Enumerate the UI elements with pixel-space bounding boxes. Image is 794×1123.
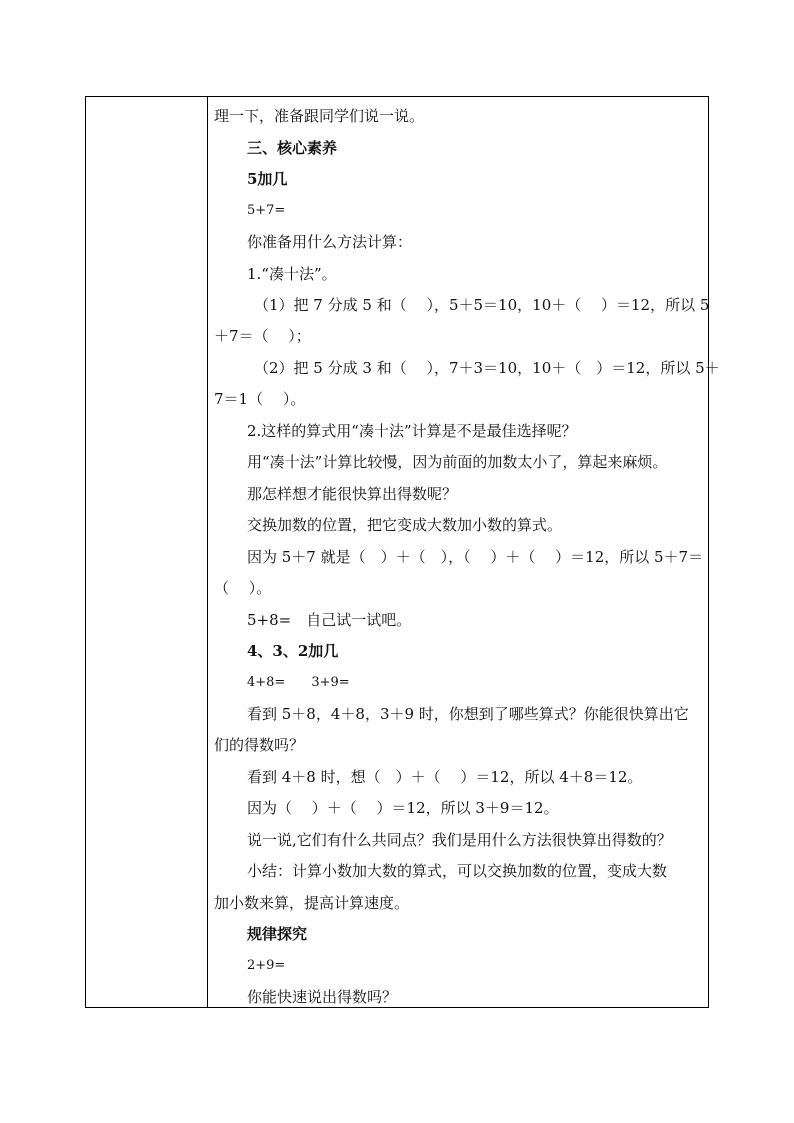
lesson-table <box>85 96 720 1008</box>
text-line: 看到 4＋8 时，想（ ）＋（ ）＝12，所以 4＋8＝12。 <box>247 768 643 786</box>
text-line: （ ）。 <box>214 579 272 597</box>
text-line: 2.这样的算式用“凑十法”计算是不是最佳选择呢？ <box>247 422 577 440</box>
text-line: 7＝1（ ）。 <box>214 390 306 408</box>
subheading: 规律探究 <box>247 925 308 943</box>
section-heading: 三、核心素养 <box>247 139 338 157</box>
text-line: 看到 5＋8，4＋8，3＋9 时，你想到了哪些算式？你能很快算出它 <box>247 705 689 723</box>
subheading: 4、3、2加几 <box>247 642 339 660</box>
text-line: （2）把 5 分成 3 和（ ），7＋3＝10，10＋（ ）＝12，所以 5＋ <box>254 359 720 377</box>
column-divider <box>207 97 208 1007</box>
text-line: 加小数来算，提高计算速度。 <box>214 894 410 912</box>
text-line: 小结：计算小数加大数的算式，可以交换加数的位置，变成大数 <box>247 862 668 880</box>
subheading: 5加几 <box>247 170 288 188</box>
equation-line: 5+7= <box>247 203 286 218</box>
text-line: 因为（ ）＋（ ）＝12，所以 3＋9＝12。 <box>247 799 559 817</box>
text-line: （1）把 7 分成 5 和（ ），5＋5＝10，10＋（ ）＝12，所以 5 <box>254 296 710 314</box>
text-line: 说一说,它们有什么共同点？我们是用什么方法很快算出得数的？ <box>247 831 672 849</box>
text-line: 理一下，准备跟同学们说一说。 <box>214 107 425 125</box>
text-line: 你准备用什么方法计算： <box>247 233 413 251</box>
text-line: 1.“凑十法”。 <box>247 265 337 283</box>
text-line: 那怎样想才能很快算出得数呢？ <box>247 485 458 503</box>
equation-line: 4+8= 3+9= <box>247 675 350 690</box>
text-line: 们的得数吗？ <box>214 736 305 754</box>
text-line: 交换加数的位置，把它变成大数加小数的算式。 <box>247 516 563 534</box>
text-line: 5+8= 自己试一试吧。 <box>247 611 412 629</box>
text-line: 因为 5＋7 就是（ ）＋（ ），（ ）＋（ ）＝12，所以 5＋7＝ <box>247 548 704 566</box>
text-line: ＋7＝（ ）； <box>214 327 311 345</box>
equation-line: 2+9= <box>247 958 286 973</box>
text-line: 你能快速说出得数吗？ <box>247 988 398 1006</box>
text-line: 用“凑十法”计算比较慢，因为前面的加数太小了，算起来麻烦。 <box>247 453 668 471</box>
